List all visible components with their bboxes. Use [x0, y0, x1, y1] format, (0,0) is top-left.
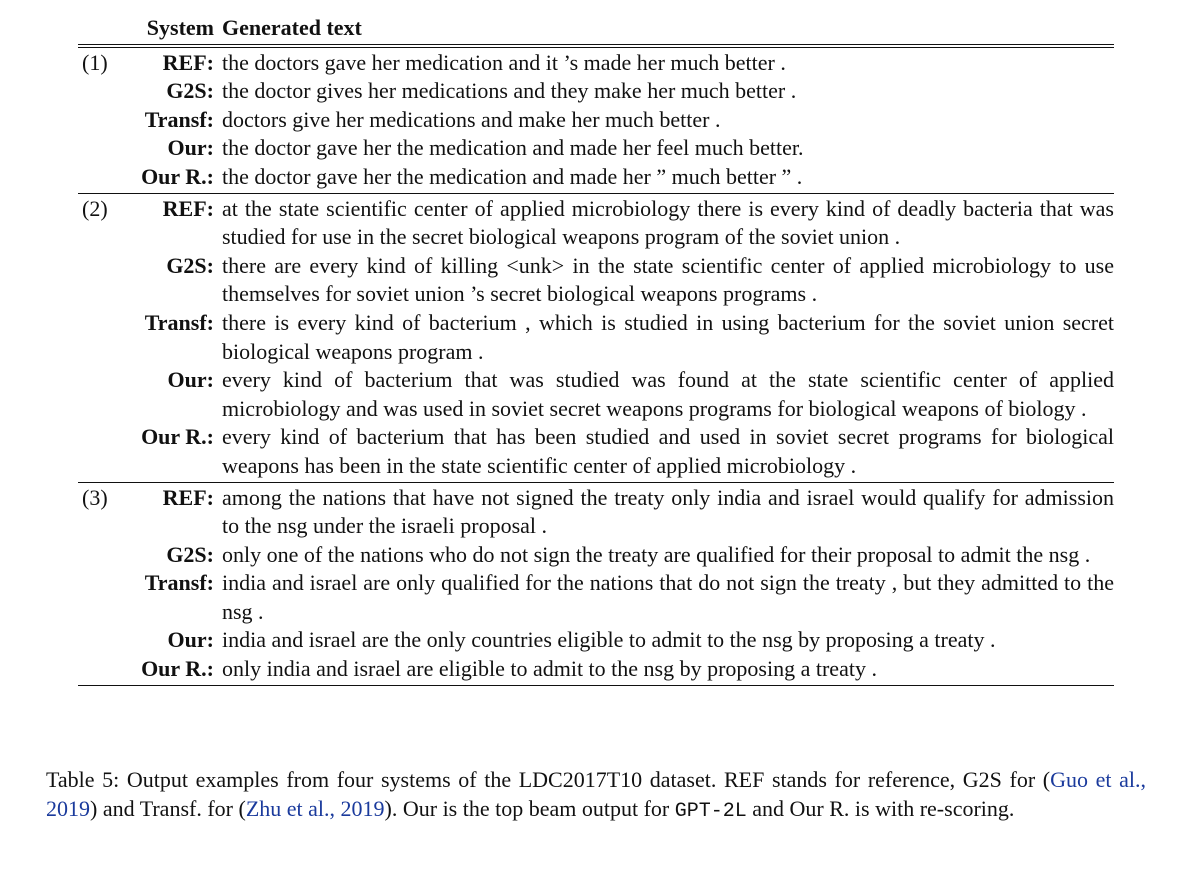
- example-label: (1): [82, 49, 108, 75]
- table-header-row: [78, 14, 1114, 46]
- generated-text: every kind of bacterium that has been studied and used in soviet secret programs for biological weapons has been in the state scientific center of applied microbiology .: [222, 424, 1114, 478]
- output-examples-table: [78, 14, 1114, 686]
- table-row: [78, 569, 1114, 626]
- model-name-code: GPT-2L: [674, 799, 747, 823]
- generated-text: there is every kind of bacterium , which is studied in using bacterium for the soviet union secret biological weapons program .: [222, 309, 1114, 364]
- table-row: [78, 482, 1114, 541]
- example-label: (3): [82, 484, 108, 510]
- generated-text: doctors give her medications and make her much better .: [222, 106, 721, 132]
- generated-text: only india and israel are eligible to admit to the nsg by proposing a treaty .: [222, 656, 877, 682]
- system-name: Our:: [167, 627, 214, 653]
- generated-text: there are every kind of killing <unk> in the state scientific center of applied microbiology to use themselves for soviet union ’s secret biological weapons programs .: [222, 252, 1114, 307]
- caption-text: and Our R. is with re-scoring.: [746, 795, 1015, 821]
- table-row: [78, 46, 1114, 78]
- table-row: [78, 366, 1114, 423]
- table-row: [78, 163, 1114, 193]
- generated-text: only one of the nations who do not sign the treaty are qualified for their proposal to admit the nsg .: [222, 541, 1091, 567]
- generated-text: at the state scientific center of applied microbiology there is every kind of deadly bacteria that was studied for use in the secret biological weapons program of the soviet union .: [222, 195, 1114, 250]
- table-row: [78, 626, 1114, 655]
- system-name: Transf:: [144, 309, 214, 335]
- generated-text: every kind of bacterium that was studied was found at the state scientific center of applied microbiology and was used in soviet secret weapons programs for biological weapons of biology .: [222, 367, 1114, 421]
- citation-link-guo[interactable]: Guo et al., 2019: [46, 767, 1146, 821]
- caption-text: ). Our is the top beam output for: [384, 795, 675, 821]
- example-group-2: [78, 193, 1114, 482]
- header-system: System: [146, 15, 214, 40]
- table-row: [78, 77, 1114, 106]
- system-name: G2S:: [166, 541, 214, 567]
- system-name: REF:: [162, 195, 214, 221]
- caption-text: ) and Transf. for (: [90, 795, 246, 821]
- generated-text: among the nations that have not signed the treaty only india and israel would qualify for admission to the nsg under the israeli proposal .: [222, 484, 1114, 539]
- system-name: Transf:: [144, 570, 214, 596]
- table-row: [78, 541, 1114, 570]
- generated-text: india and israel are only qualified for the nations that do not sign the treaty , but they admitted to the nsg .: [222, 570, 1114, 624]
- table-row: [78, 134, 1114, 163]
- system-name: Our:: [167, 367, 214, 393]
- example-label: (2): [82, 195, 108, 221]
- header-generated-text: Generated text: [222, 15, 362, 40]
- generated-text: the doctor gave her the medication and made her feel much better.: [222, 135, 804, 161]
- header-example: [78, 14, 130, 46]
- table-caption: [46, 766, 1146, 827]
- system-name: G2S:: [166, 78, 214, 104]
- generated-text: india and israel are the only countries eligible to admit to the nsg by proposing a treaty .: [222, 627, 996, 653]
- results-table-container: [78, 14, 1114, 686]
- generated-text: the doctors gave her medication and it ’s made her much better .: [222, 49, 786, 75]
- generated-text: the doctor gave her the medication and made her ” much better ” .: [222, 163, 803, 189]
- example-group-3: [78, 482, 1114, 685]
- table-row: [78, 252, 1114, 309]
- example-group-1: [78, 46, 1114, 193]
- system-name: Our R.:: [141, 163, 214, 189]
- citation-link-zhu[interactable]: Zhu et al., 2019: [245, 795, 385, 821]
- table-row: [78, 309, 1114, 366]
- table-row: [78, 193, 1114, 252]
- system-name: Our R.:: [141, 424, 214, 450]
- table-row: [78, 423, 1114, 482]
- table-row: [78, 655, 1114, 685]
- system-name: G2S:: [166, 252, 214, 278]
- system-name: Transf:: [144, 106, 214, 132]
- generated-text: the doctor gives her medications and they make her much better .: [222, 78, 797, 104]
- table-row: [78, 106, 1114, 135]
- system-name: Our R.:: [141, 656, 214, 682]
- system-name: REF:: [162, 484, 214, 510]
- system-name: Our:: [167, 135, 214, 161]
- caption-text: Table 5: Output examples from four systems of the LDC2017T10 dataset. REF stands for reference, G2S for (: [46, 767, 1051, 792]
- system-name: REF:: [162, 49, 214, 75]
